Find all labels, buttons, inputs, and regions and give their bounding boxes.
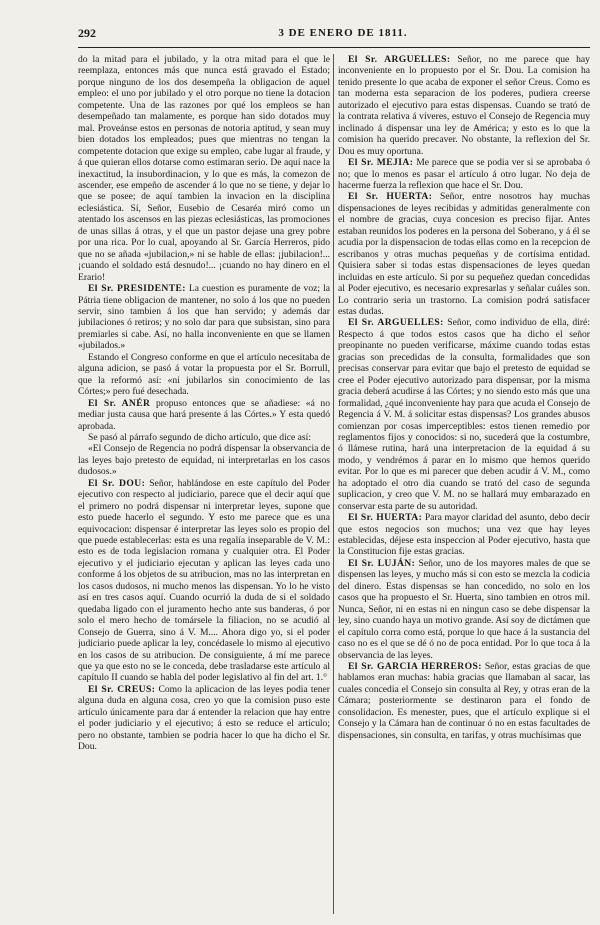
paragraph-text: Señor, uno de los mayores males de que se dispensen las leyes, y mucho más si con esto se mezcla la codicia del dinero. Estas dispensas se han concedido, no solo en los casos que ha propuesto el Sr. Huerta, sino tambien en otros mil. Nunca, Señor, ni en estas ni en ningun caso se debe dispensar la ley, sino cuando haya un motivo grande. Así soy de dictámen que el capítulo corra como está, porque lo que hace á la sustancia del caso no es el que se dé ó no de poca entidad. Por lo que toca á la observancia de las leyes.: [338, 557, 590, 661]
page-header: [78, 22, 590, 44]
speaker-name: El Sr. ANÉR: [88, 397, 151, 409]
left-column: [78, 54, 330, 919]
paragraph-text: Señor, entre nosotros hay muchas dispensaciones de leyes recibidas y admitidas generalmente con el nombre de gracias, cuya concesion es preciso fijar. Antes estaban reunidos los poderes en la persona del Soberano, y á él se acudia por la dispensacion de todas ellas como en la recepcion de escribanos y otras muchas pequeñas y de cortísima entidad. Quisiera saber si todas estas dispensaciones de leyes quedan incluidas en este artículo. Si por su pequeñez quedan concedidas al Poder ejecutivo, es necesario expresarlas y señalar cuáles son. Lo contrario seria un trastorno. La comision podrá satisfacer estas dudas.: [338, 191, 590, 317]
speaker-name: El Sr. LUJÁN:: [348, 557, 416, 569]
paragraph: [78, 352, 330, 398]
paragraph-text: Para mayor claridad del asunto, debo decir que estos negocios son muchos; una vez que hay leyes establecidas, déjese esta inspeccion al Poder ejecutivo, hasta que la Constitucion fije estas gracias.: [338, 512, 590, 558]
paragraph: [78, 398, 330, 432]
paragraph-text: Me parece que se podia ver si se aprobaba ó no; que lo menos es pasar el artículo á otro lugar. No deja de hacerme fuerza la reflexion que hace el Sr. Dou.: [338, 157, 590, 191]
column-divider: [333, 54, 334, 914]
speaker-name: El Sr. ARGUELLES:: [348, 317, 444, 329]
paragraph-text: propuso entonces que se añadiese: «á no mediar justa causa que hará presente á las Córtes.» Y esta quedó aprobada.: [78, 397, 330, 432]
paragraph: [338, 157, 590, 191]
paragraph-text: Señor, hablándose en este capítulo del Poder ejecutivo con respecto al judiciario, parece que el decir aquí que el primero no podrá dispensar ni interpretar leyes, supone que esto puede hacerlo el segundo. Y esto me parece que es una equivocacion: dispensar é interpretar las leyes solo es propio del que puede establecerlas: esta es una regalía inseparable de V. M.: esto es de toda legislacion romana y cualquier otra. El Poder ejecutivo y el judiciario ejecutan y aplican las leyes cada uno conforme á los objetos de su atribucion, mas no las interpretan en los casos dudosos, ni mucho menos las dispensan. Yo lo he visto así en tres casos aquí. Cuando ocurrió la duda de si el soldado quedaba ligado con el juramento hecho ante sus banderas, ó por solo el mero hecho de tomársele la filiacion, no se acudió al Consejo de Guerra, sino á V. M.... Ahora digo yo, si el poder judiciario puede aplicar la ley, concédasele lo mismo al ejecutivo en los casos de su atribucion. De consiguiente, á mí me parece que ya que esto no se le conceda, debe trasladarse este artículo al capítulo II cuando se habla del poder legislativo al fin del art. 1.°: [78, 477, 330, 684]
speaker-name: El Sr. GARCIA HERREROS:: [348, 661, 482, 673]
speaker-name: El Sr. HUERTA:: [348, 191, 433, 203]
speaker-name: El Sr. ARGUELLES:: [348, 54, 451, 65]
paragraph: [338, 661, 590, 741]
paragraph-text: Estando el Congreso conforme en que el artículo necesitaba de alguna adicion, se pasó á votar la propuesta por el Sr. Borrull, que la reformó así: «ni jubilarlos sin conocimiento de las Córtes;» pero fué desechada.: [78, 351, 330, 398]
paragraph: [78, 684, 330, 753]
speaker-name: El Sr. MEJIA:: [348, 157, 414, 169]
speaker-name: El Sr. DOU:: [88, 477, 146, 489]
paragraph-text: Como la aplicacion de las leyes podia tener alguna duda en alguna cosa, creo yo que la comision puso este artículo únicamente para dar á entender la relacion que hay entre el poder judiciario y el ejecutivo; á esto se reduce el artículo; pero no obstante, tambien se podria hacer lo que ha dicho el Sr. Dou.: [78, 683, 330, 753]
paragraph: [78, 54, 330, 283]
paragraph-text: do la mitad para el jubilado, y la otra mitad para el que le reemplaza, entonces más que nunca está gravado el Estado; porque ninguno de los dos desempeña la obligacion de aquel empleo: el uno por jubilado y el otro porque no tiene la dotacion competente. Una de las razones por qué los empleos se han desempeñado tan malamente, es porque han sido dotados muy mal. Proveánse estos en personas de notoria aptitud, y sean muy bien dotados los empleados; pues que mientras no tengan la competente dotacion que exige su empleo, cabe lugar al fraude, y á que quieran ellos dotarse como estimaran serio. De aquí nace la inexactitud, la insubordinacion, y lo que es más, la comezon de ascender, ese empeño de ascender á lo que no se tiene, y dejar lo que se posee; de aquí tambien la invacion en la disciplina eclesiástica. Sí, Señor, Eusebio de Cesaréa miró como un atentado los ascensos en las piezas eclesiásticas, las promociones de unas sillas á otras, y el que un pastor dejase una grey pobre por una rica. Por lo cual, apoyando al Sr. García Herreros, pido que no se añada «jubilacion,» ni se hable de ellas: ¡jubilacion!... ¡cuando el soldado está desnudo!... ¡cuando no hay dinero en el Erario!: [78, 54, 330, 283]
paragraph: [338, 558, 590, 661]
speaker-name: El Sr. CREUS:: [88, 683, 156, 695]
paragraph-text: La cuestion es puramente de voz; la Pátria tiene obligacion de mantener, no solo á los que no pueden servir, sino tambien á los que han servido; y además dar jubilaciones ó retiros; y no solo dar para que subsistan, sino para premiarles si cabe. Así, no halla inconveniente en que se llamen «jubilados.»: [78, 283, 330, 352]
paragraph-text: Señor, no me parece que hay inconveniente en lo propuesto por el Sr. Dou. La comision ha tenido presente lo que acaba de exponer el señor Creus. Como es tan moderna esta separacion de los poderes, pudiera creerse autorizado el ejecutivo para estas dispensas. Cuando se trató de la contrata relativa á víveres, estuvo el Consejo de Regencia muy inclinado á dispensar una ley de América; y esto es lo que la comision ha querido precaver. No obstante, la reflexion del Sr. Dou es muy oportuna.: [338, 54, 590, 157]
paragraph: [78, 443, 330, 477]
paragraph: [78, 478, 330, 684]
right-column: [338, 54, 590, 919]
paragraph: [338, 191, 590, 317]
speaker-name: El Sr. HUERTA:: [348, 512, 423, 524]
paragraph: [338, 512, 590, 558]
header-rule: [78, 47, 590, 48]
paragraph-text: «El Consejo de Regencia no podrá dispensar la observancia de las leyes bajo pretesto de equidad, ni interpretarlas en los casos dudosos.»: [78, 443, 330, 478]
paragraph-text: Se pasó al párrafo segundo de dicho artículo, que dice así:: [88, 431, 311, 443]
speaker-name: El Sr. PRESIDENTE:: [88, 283, 186, 295]
paragraph-text: Señor, como individuo de ella, diré: Respecto á que todos estos casos que ha dicho el señor preopinante no pueden verificarse, máxime cuando todas estas gracias son precedidas de la consulta, formalidades que son precisas conservar para evitar que bajo el pretesto de equidad se cree el Poder ejecutivo autorizado para dispensar, por la misma gracia deberá acudirse á las Córtes; y no siendo esto más que una formalidad, ¿qué inconveniente hay para que acuda el Consejo de Regencia á V. M. á solicitar estas dispensas? Los grandes abusos comienzan por cosas imperceptibles: estos tienen remedio por reglamentos fijos y conocidos: si no, sucederá que la costumbre, ó llámese rutina, hará una interpretacion de la equidad á su modo, y vendrémos á parar en lo mismo que hemos querido evitar. Por lo que es mi parecer que deben acudir á V. M., como ha adoptado el otro dia cuando se trató del caso de segunda suplicacion, y creo que V. M. no se hallará muy embarazado en conservar esta parte de su autoridad.: [338, 317, 590, 512]
session-date: 3 DE ENERO DE 1811.: [278, 27, 408, 39]
paragraph: [338, 54, 590, 157]
page-number: 292: [78, 25, 96, 40]
paragraph: [78, 283, 330, 352]
paragraph-text: Señor, estas gracias de que hablamos eran muchas: habia gracias que llamaban al sacar, las cuales concedia el Consejo sin consulta al Rey, y otras eran de la Cámara; posteriormente se destinaron para el fondo de consolidacion. Es menester, pues, que el artículo explique si el Consejo y la Cámara han de continuar ó no en estas facultades de dispensaciones, sin consulta, en tarifas, y otras muchísimas que: [338, 661, 590, 741]
paragraph: [338, 317, 590, 512]
paragraph: [78, 432, 330, 443]
